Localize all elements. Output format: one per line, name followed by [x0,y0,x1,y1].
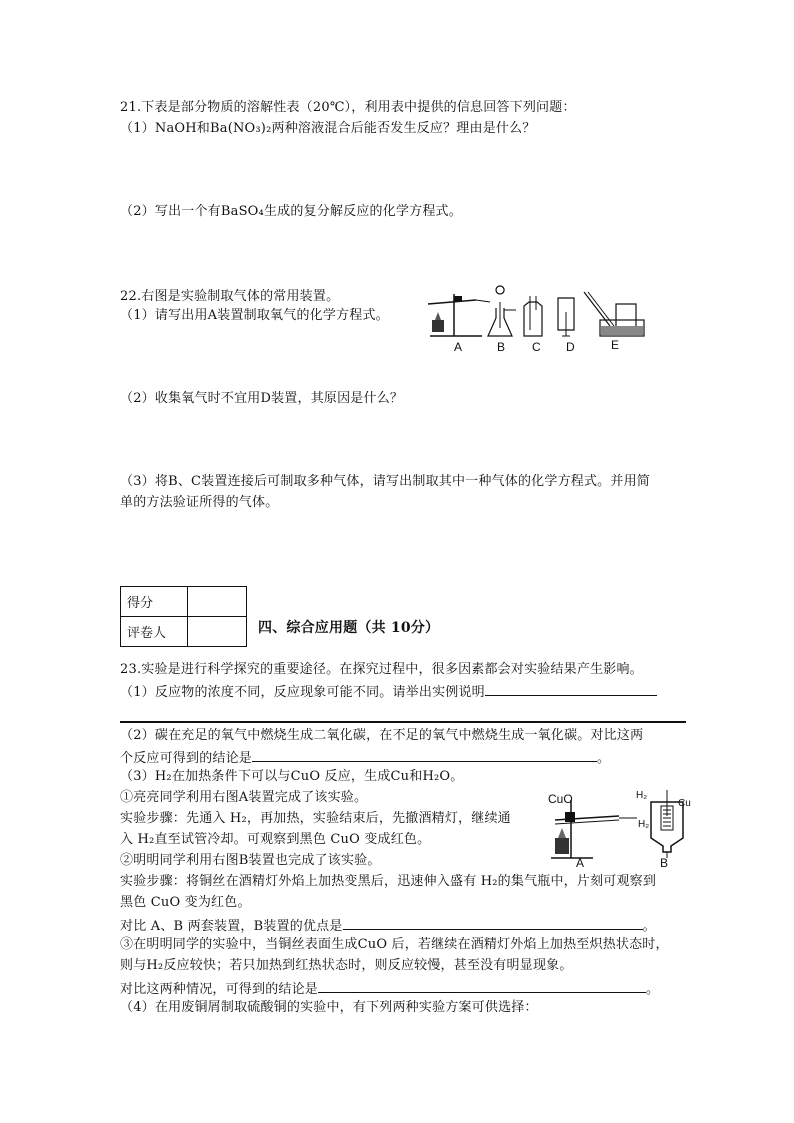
q23-part3-e-blank[interactable] [318,979,646,993]
q23-part3-b2: 实验步骤：将铜丝在酒精灯外焰上加热变黑后，迅速伸入盛有 H₂的集气瓶中，片刻可观察到 [120,874,657,889]
q23-fig-label-a: A [576,856,585,870]
answer-rule [120,721,686,723]
q21-part2: （2）写出一个有BaSO₄生成的复分解反应的化学方程式。 [120,204,462,219]
q23-part3-e-end: 。 [646,982,660,997]
q22-title: 22.右图是实验制取气体的常用装置。 [120,289,340,304]
q22-fig-label-c: C [532,340,541,354]
q22-fig-label-a: A [454,340,463,354]
q23-part3-a2: 实验步骤：先通入 H₂，再加热，实验结束后，先撤酒精灯，继续通 [120,811,511,826]
grader-label: 评卷人 [121,617,188,647]
q23-part3-a3: 入 H₂直至试管冷却。可观察到黑色 CuO 变成红色。 [120,832,431,847]
q23-part3: （3）H₂在加热条件下可以与CuO 反应，生成Cu和H₂O。 [120,769,464,784]
q23-fig-label-h2-b: H₂ [636,790,648,801]
q23-part3-b3: 黑色 CuO 变为红色。 [120,895,251,910]
q22-fig-label-d: D [566,340,575,354]
q23-part2-line1: （2）碳在充足的氧气中燃烧生成二氧化碳，在不足的氧气中燃烧生成一氧化碳。对比这两 [120,728,644,743]
q23-part3-d2: 则与H₂反应较快；若只加热到红热状态时，则反应较慢，甚至没有明显现象。 [120,958,573,973]
q21-title: 21.下表是部分物质的溶解性表（20℃），利用表中提供的信息回答下列问题： [120,100,576,115]
q21-part1: （1）NaOH和Ba(NO₃)₂两种溶液混合后能否发生反应？理由是什么？ [120,121,536,136]
section4-title: 四、综合应用题（共 10分） [258,620,440,636]
q23-fig-label-cu: Cu [678,798,691,809]
q23-part3-e: 对比这两种情况，可得到的结论是 [120,982,319,997]
q23-part3-c-blank[interactable] [343,916,643,930]
score-cell[interactable] [188,587,247,617]
q23-part3-d1: ③在明明同学的实验中，当铜丝表面生成CuO 后，若继续在酒精灯外焰上加热至炽热状态时， [120,937,669,952]
q23-part3-a1: ①亮亮同学利用右图A装置完成了该实验。 [120,790,368,805]
q23-part1: （1）反应物的浓度不同，反应现象可能不同。请举出实例说明 [120,685,485,700]
q22-part3-line1: （3）将B、C装置连接后可制取多种气体，请写出制取其中一种气体的化学方程式。并用简 [120,474,650,489]
q23-part3-c-line [120,916,656,935]
grader-cell[interactable] [188,617,247,647]
q22-fig-label-e: E [611,338,620,352]
q23-part3-c: 对比 A、B 两套装置，B装置的优点是 [120,919,343,934]
q23-part4: （4）在用废铜屑制取硫酸铜的实验中，有下列两种实验方案可供选择： [120,1000,538,1015]
q22-part3-line2: 单的方法验证所得的气体。 [120,495,279,510]
q22-part2: （2）收集氧气时不宜用D装置，其原因是什么？ [120,391,404,406]
q23-fig-label-b: B [660,856,669,870]
q23-part3-c-end: 。 [642,919,656,934]
q23-part3-b1: ②明明同学利用右图B装置也完成了该实验。 [120,853,381,868]
q23-part1-line [120,682,657,701]
q23-fig-label-cuo: CuO [548,792,573,806]
q23-title: 23.实验是进行科学探究的重要途径。在探究过程中，很多因素都会对实验结果产生影响。 [120,662,643,677]
score-label: 得分 [121,587,188,617]
q23-part2-blank[interactable] [252,748,597,762]
q23-part2-text: 个反应可得到的结论是 [120,751,253,766]
q23-fig-label-h2-a: H₂ [638,819,650,830]
q22-part1: （1）请写出用A装置制取氧气的化学方程式。 [120,308,389,323]
q23-part1-blank[interactable] [485,682,657,696]
q22-fig-label-b: B [497,340,506,354]
q23-part2-line2 [120,748,610,767]
q23-part2-end: 。 [597,751,611,766]
q23-part3-e-line [120,979,659,998]
score-table [120,586,247,647]
